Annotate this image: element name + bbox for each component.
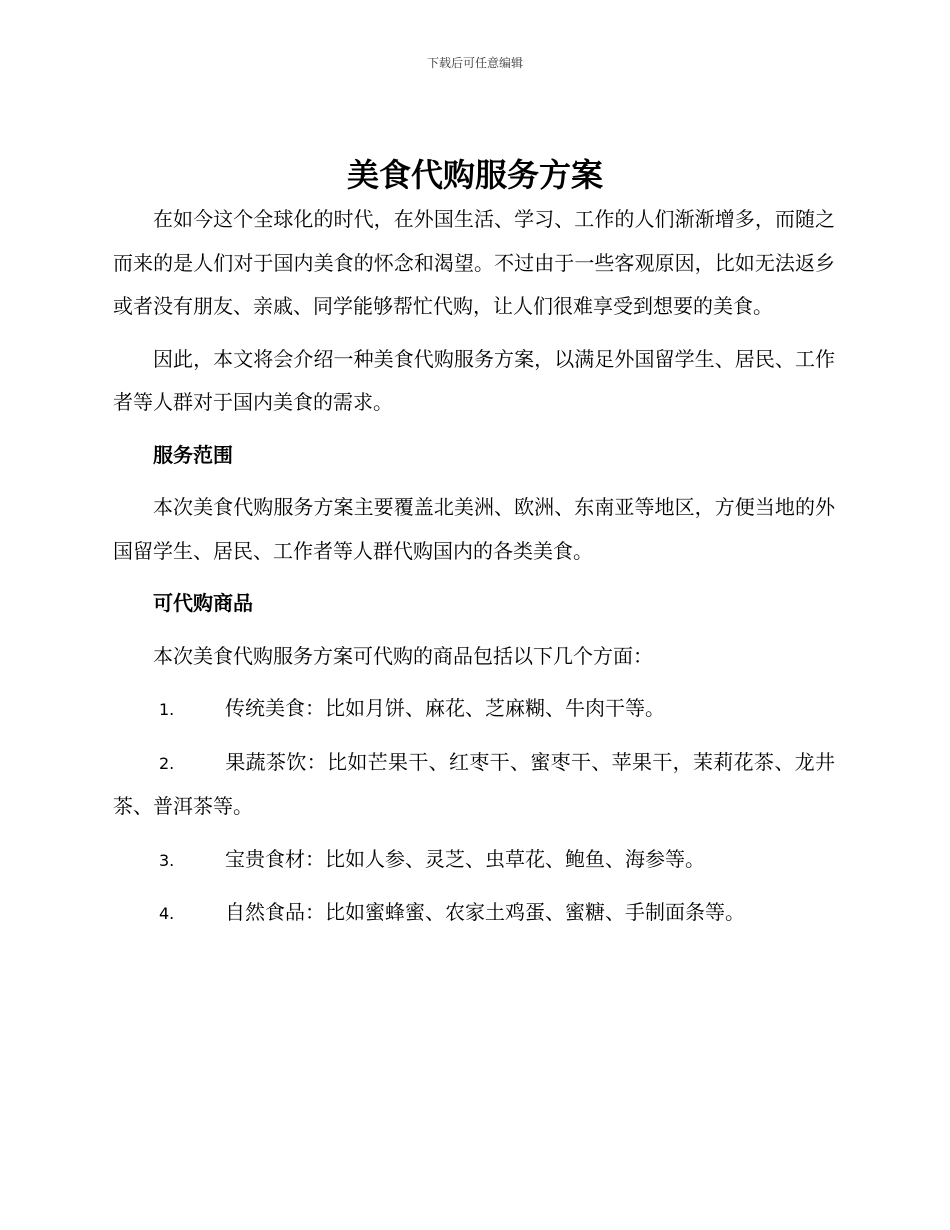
list-item [113,741,835,829]
document-body [113,198,835,945]
intro-paragraph-2: 因此，本文将会介绍一种美食代购服务方案，以满足外国留学生、居民、工作者等人群对于国内美食的需求。 [113,346,835,414]
intro-paragraph-1: 在如今这个全球化的时代，在外国生活、学习、工作的人们渐渐增多，而随之而来的是人们对于国内美食的怀念和渴望。不过由于一些客观原因，比如无法返乡或者没有朋友、亲戚、同学能够帮忙代购，让人们很难享受到想要的美食。 [113,207,835,318]
list-item-text: 宝贵食材：比如人参、灵芝、虫草花、鲍鱼、海参等。 [225,846,705,871]
list-item-number: 1. [159,700,175,719]
section-heading-products: 可代购商品 [153,591,253,615]
list-item-text: 传统美食：比如月饼、麻花、芝麻糊、牛肉干等。 [225,696,665,720]
section-heading-service-scope: 服务范围 [153,442,233,467]
list-item [113,838,835,883]
products-intro-paragraph: 本次美食代购服务方案可代购的商品包括以下几个方面： [153,643,653,668]
list-item-text: 自然食品：比如蜜蜂蜜、农家土鸡蛋、蜜糖、手制面条等。 [225,900,745,924]
list-item-number: 2. [159,753,175,773]
service-scope-paragraph: 本次美食代购服务方案主要覆盖北美洲、欧洲、东南亚等地区，方便当地的外国留学生、居民、工作者等人群代购国内的各类美食。 [113,495,835,563]
list-item-number: 4. [159,904,175,923]
header-note: 下载后可任意编辑 [426,56,523,70]
document-title: 美食代购服务方案 [346,156,603,194]
list-item [113,891,835,936]
list-item [113,687,835,732]
list-item-text: 果蔬茶饮：比如芒果干、红枣干、蜜枣干、苹果干，茉莉花茶、龙井茶、普洱茶等。 [113,749,835,818]
list-item-number: 3. [159,850,175,870]
